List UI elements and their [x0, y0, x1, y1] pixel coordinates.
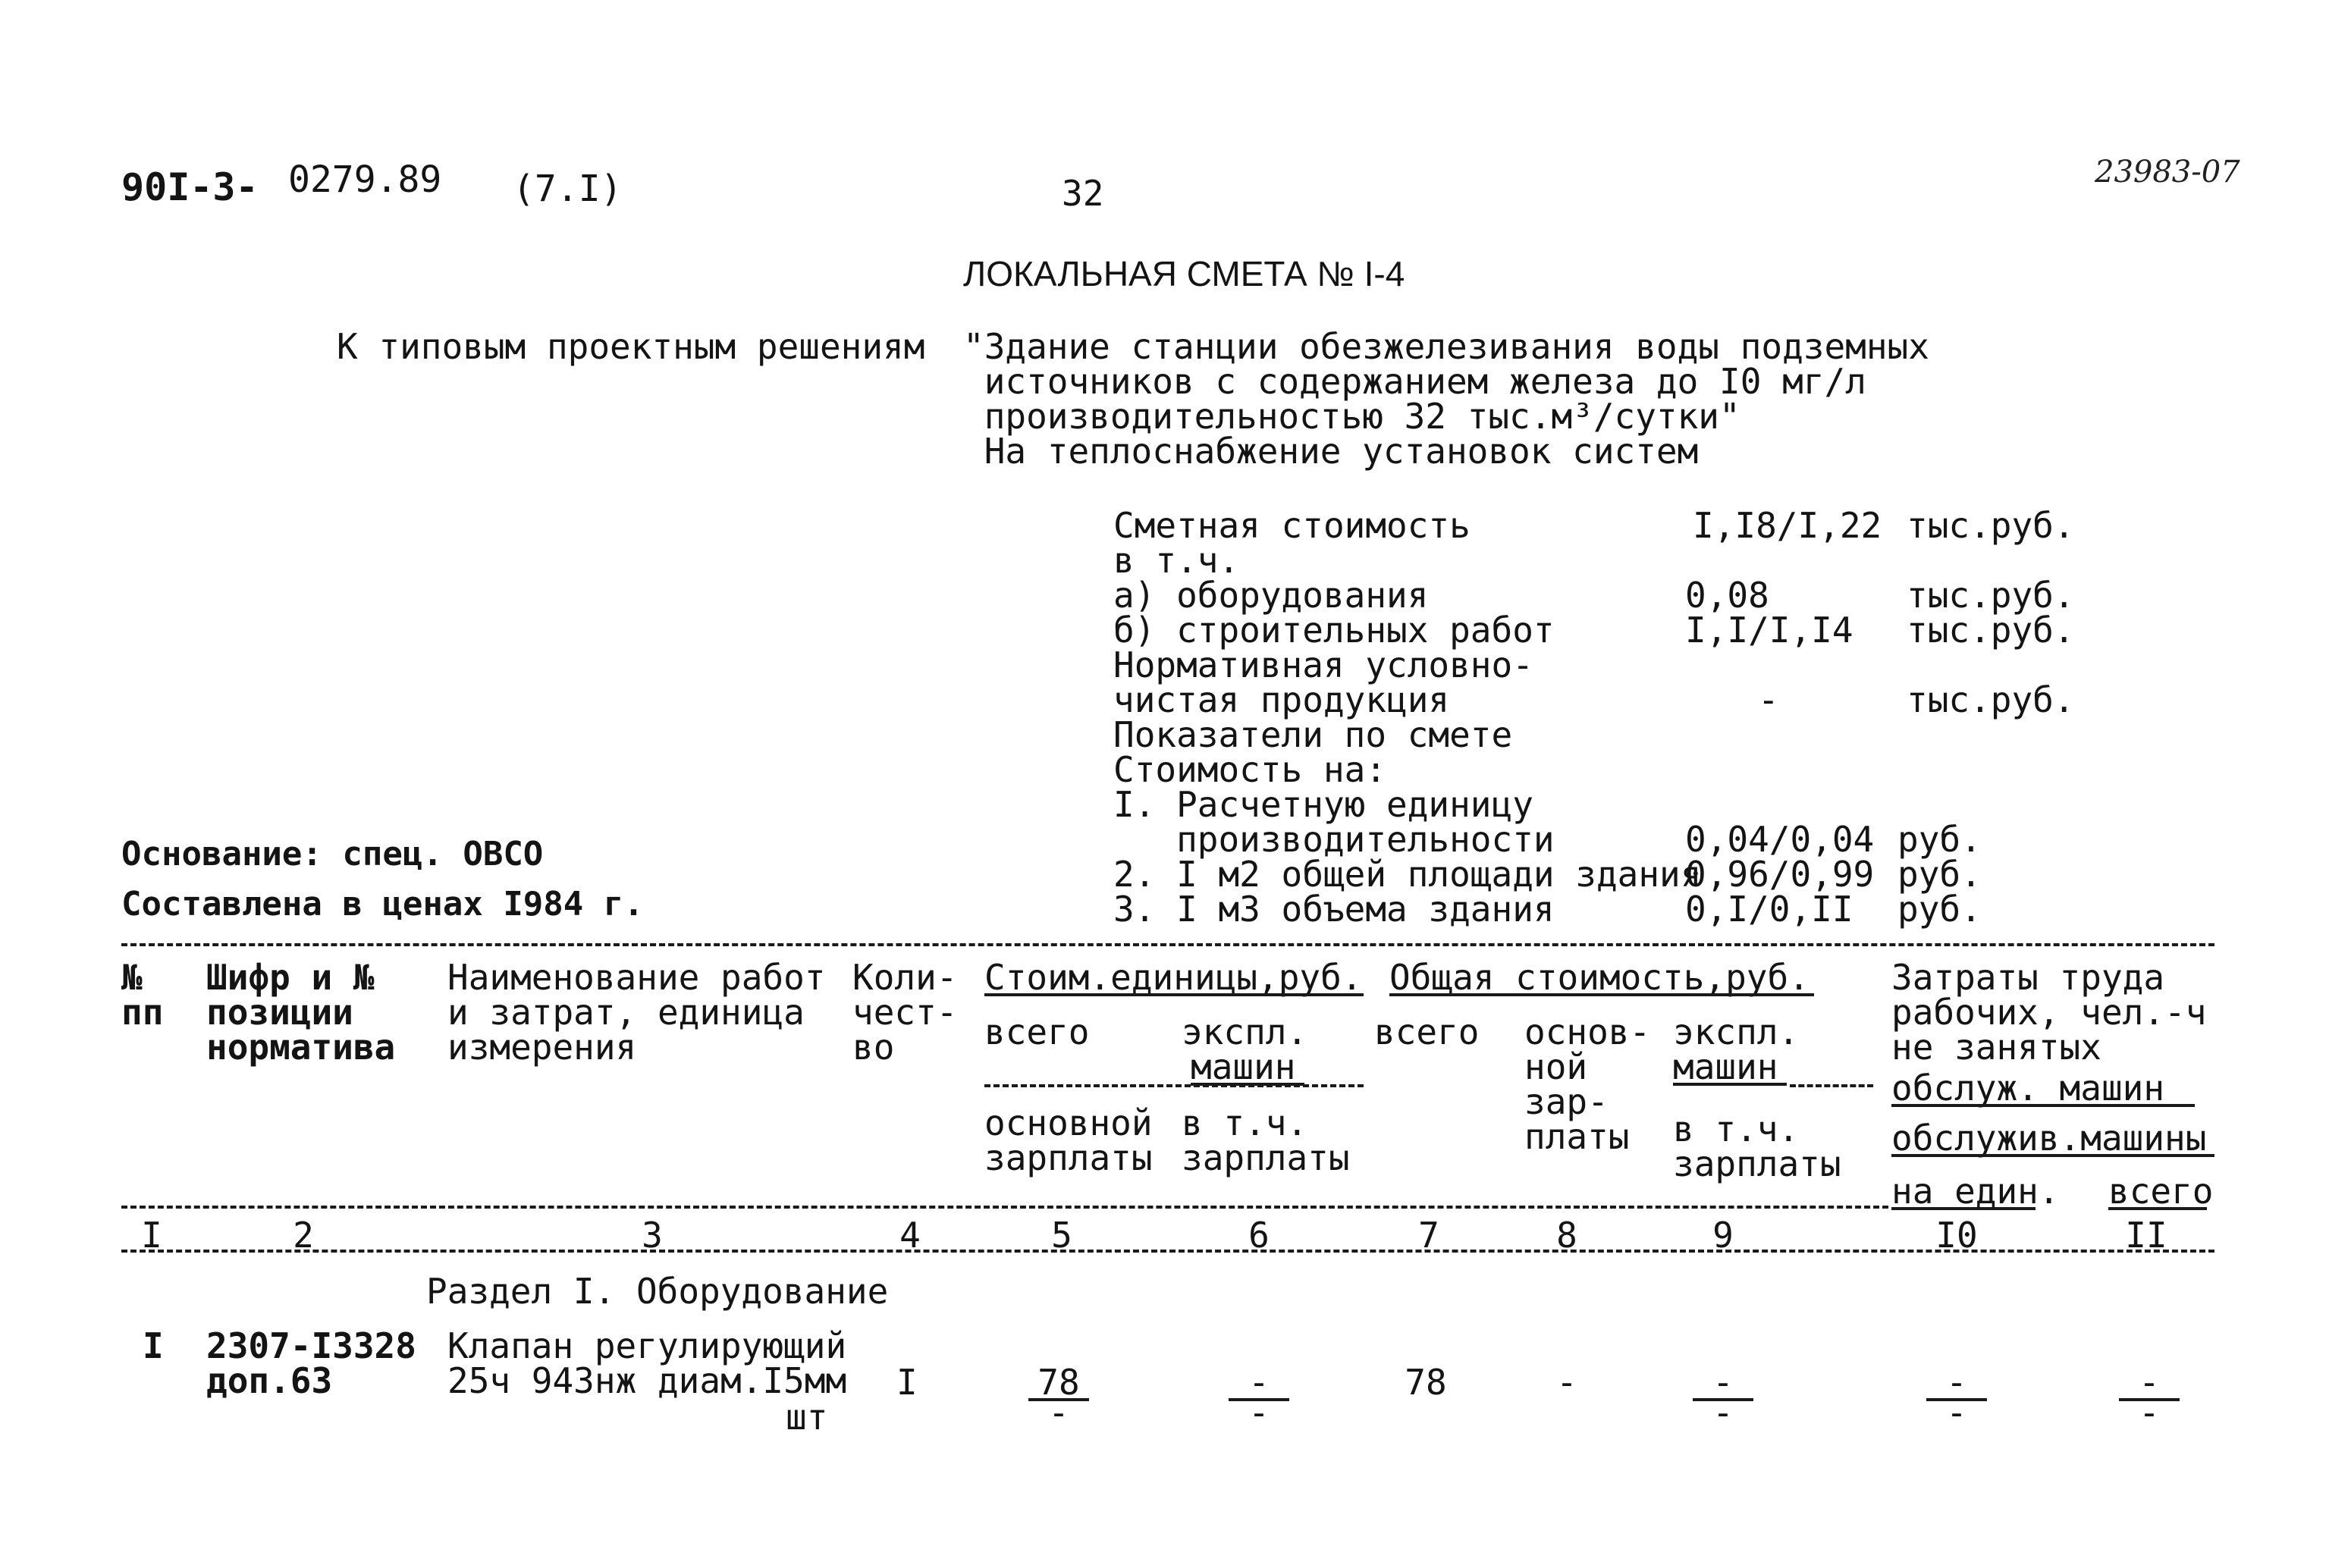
labor-underline-2: [1891, 1154, 2214, 1157]
col5-total: всего: [984, 1011, 1090, 1052]
col5-6-divider: [984, 1084, 1364, 1087]
total-cost-header: Общая стоимость,руб.: [1389, 957, 1810, 998]
summary-unit: тыс.руб.: [1907, 610, 2075, 651]
summary-unit: тыс.руб.: [1907, 575, 2075, 616]
summary-value: 0,04/0,04: [1685, 819, 1875, 860]
col-number: 8: [1556, 1215, 1577, 1256]
col2-header: норматива: [206, 1027, 396, 1068]
project-lead: К типовым проектным решениям: [337, 326, 925, 367]
summary-label: Нормативная условно-: [1113, 644, 1533, 685]
col-number: 4: [899, 1215, 921, 1256]
row-col6: -: [1248, 1362, 1270, 1403]
summary-label: а) оборудования: [1113, 575, 1429, 616]
table-header-bottom-rule: [121, 1206, 1888, 1209]
summary-label: Стоимость на:: [1113, 749, 1387, 790]
col-number: 9: [1712, 1215, 1734, 1256]
row-name: Клапан регулирующий: [447, 1325, 847, 1366]
summary-value: -: [1758, 679, 1779, 720]
col6-incl-wage: в т.ч.: [1182, 1102, 1308, 1143]
summary-label: Сметная стоимость: [1113, 505, 1471, 546]
all-header: всего: [2108, 1171, 2214, 1212]
summary-unit: руб.: [1897, 889, 1982, 930]
summary-label: производительности: [1113, 819, 1555, 860]
col3-header: измерения: [447, 1027, 637, 1068]
per-unit-underline: [1891, 1207, 2036, 1210]
summary-unit: руб.: [1897, 819, 1982, 860]
col8-base-wage: зар-: [1524, 1081, 1609, 1122]
summary-label: 2. I м2 общей площади здания: [1113, 854, 1702, 895]
col5-base-wage: основной: [984, 1102, 1153, 1143]
summary-value: I,I/I,I4: [1685, 610, 1853, 651]
labor-header: Затраты труда: [1891, 957, 2165, 998]
doc-title: ЛОКАЛЬНАЯ СМЕТА № I-4: [963, 254, 1405, 293]
unit-cost-underline: [984, 993, 1364, 996]
basis-text: Основание: спец. ОВСО: [121, 835, 544, 873]
inventory-number: 23983-07: [2095, 155, 2240, 190]
summary-value: I,I8/I,22: [1693, 505, 1882, 546]
labor-underline-1: [1891, 1104, 2195, 1107]
project-line-1: "Здание станции обезжелезивания воды подземных: [963, 326, 1929, 367]
col4-header: во: [852, 1027, 895, 1068]
column-number-rule: [121, 1250, 2214, 1253]
unit-cost-header: Стоим.единицы,руб.: [984, 957, 1363, 998]
summary-unit: тыс.руб.: [1907, 505, 2075, 546]
col8-base-wage: основ-: [1524, 1011, 1651, 1052]
col8-base-wage: платы: [1524, 1116, 1630, 1157]
summary-unit: руб.: [1897, 854, 1982, 895]
col1-header: №: [121, 957, 143, 998]
row-code: доп.63: [206, 1360, 333, 1401]
doc-number: 0279.89: [288, 158, 442, 201]
summary-label: б) строительных работ: [1113, 610, 1555, 651]
row-qty: I: [896, 1362, 918, 1403]
summary-label: Показатели по смете: [1113, 714, 1513, 755]
summary-label: чистая продукция: [1113, 679, 1450, 720]
page-number: 32: [1062, 173, 1104, 214]
row-name: 25ч 943нж диам.I5мм: [447, 1360, 847, 1401]
col8-base-wage: ной: [1524, 1046, 1588, 1087]
col-number: 5: [1051, 1215, 1072, 1256]
prices-text: Составлена в ценах I984 г.: [121, 885, 644, 924]
col-number: 6: [1248, 1215, 1270, 1256]
col9-incl-wage: зарплаты: [1673, 1143, 1841, 1184]
col-number: 7: [1418, 1215, 1439, 1256]
row-code: 2307-I3328: [206, 1325, 416, 1366]
labor-header: обслужив.машины: [1891, 1118, 2207, 1159]
col3-header: Наименование работ: [447, 957, 826, 998]
col9-divider: [1790, 1084, 1873, 1087]
row-col5: 78: [1037, 1362, 1080, 1403]
summary-label: I. Расчетную единицу: [1113, 784, 1533, 825]
row-col10: -: [1946, 1362, 1967, 1403]
summary-label: 3. I м3 объема здания: [1113, 889, 1555, 930]
row-col8: -: [1556, 1362, 1577, 1403]
col-number: I0: [1935, 1215, 1978, 1256]
doc-series: 90I-3-: [121, 165, 259, 209]
col9-machines-underline: [1673, 1083, 1787, 1086]
row-col10-bottom: -: [1946, 1392, 1967, 1433]
doc-part: (7.I): [513, 168, 623, 210]
project-line-4: На теплоснабжение установок систем: [963, 431, 1699, 472]
col2-header: Шифр и №: [206, 957, 375, 998]
labor-header: не занятых: [1891, 1027, 2101, 1068]
row-col9-bottom: -: [1712, 1392, 1734, 1433]
col9-machines: экспл.: [1673, 1011, 1800, 1052]
project-line-2: источников с содержанием железа до I0 мг/л: [963, 361, 1866, 402]
col-number: 3: [642, 1215, 663, 1256]
col-number: 2: [293, 1215, 314, 1256]
col6-incl-wage: зарплаты: [1182, 1137, 1350, 1178]
per-unit-header: на един.: [1891, 1171, 2060, 1212]
project-line-3: производительностью 32 тыс.м³/сутки": [963, 396, 1740, 437]
col6-machines: машин: [1191, 1046, 1296, 1087]
total-cost-underline: [1389, 993, 1814, 996]
col3-header: и затрат, единица: [447, 992, 805, 1033]
summary-value: 0,96/0,99: [1685, 854, 1875, 895]
summary-unit: тыс.руб.: [1907, 679, 2075, 720]
row-number: I: [143, 1325, 164, 1366]
summary-value: 0,08: [1685, 575, 1769, 616]
row-col5-bottom: -: [1048, 1392, 1069, 1433]
col2-header: позиции: [206, 992, 353, 1033]
labor-header: рабочих, чел.-ч: [1891, 992, 2207, 1033]
summary-label: в т.ч.: [1113, 540, 1240, 581]
row-col11: -: [2139, 1362, 2160, 1403]
col6-machines: экспл.: [1182, 1011, 1308, 1052]
col5-base-wage: зарплаты: [984, 1137, 1153, 1178]
col9-machines: машин: [1673, 1046, 1778, 1087]
row-unit: шт: [786, 1397, 828, 1438]
row-col11-bottom: -: [2139, 1392, 2160, 1433]
row-col7: 78: [1405, 1362, 1447, 1403]
row-col6-bottom: -: [1248, 1392, 1270, 1433]
row-col9: -: [1712, 1362, 1734, 1403]
table-top-rule: [121, 943, 2214, 946]
col7-total: всего: [1374, 1011, 1480, 1052]
all-underline: [2108, 1207, 2207, 1210]
col9-incl-wage: в т.ч.: [1673, 1109, 1800, 1149]
col-number: II: [2125, 1215, 2167, 1256]
col4-header: чест-: [852, 992, 958, 1033]
labor-header: обслуж. машин: [1891, 1068, 2165, 1109]
summary-value: 0,I/0,II: [1685, 889, 1853, 930]
section-title: Раздел I. Оборудование: [426, 1271, 889, 1312]
col4-header: Коли-: [852, 957, 958, 998]
col-number: I: [141, 1215, 162, 1256]
col1-header: пп: [121, 992, 164, 1033]
